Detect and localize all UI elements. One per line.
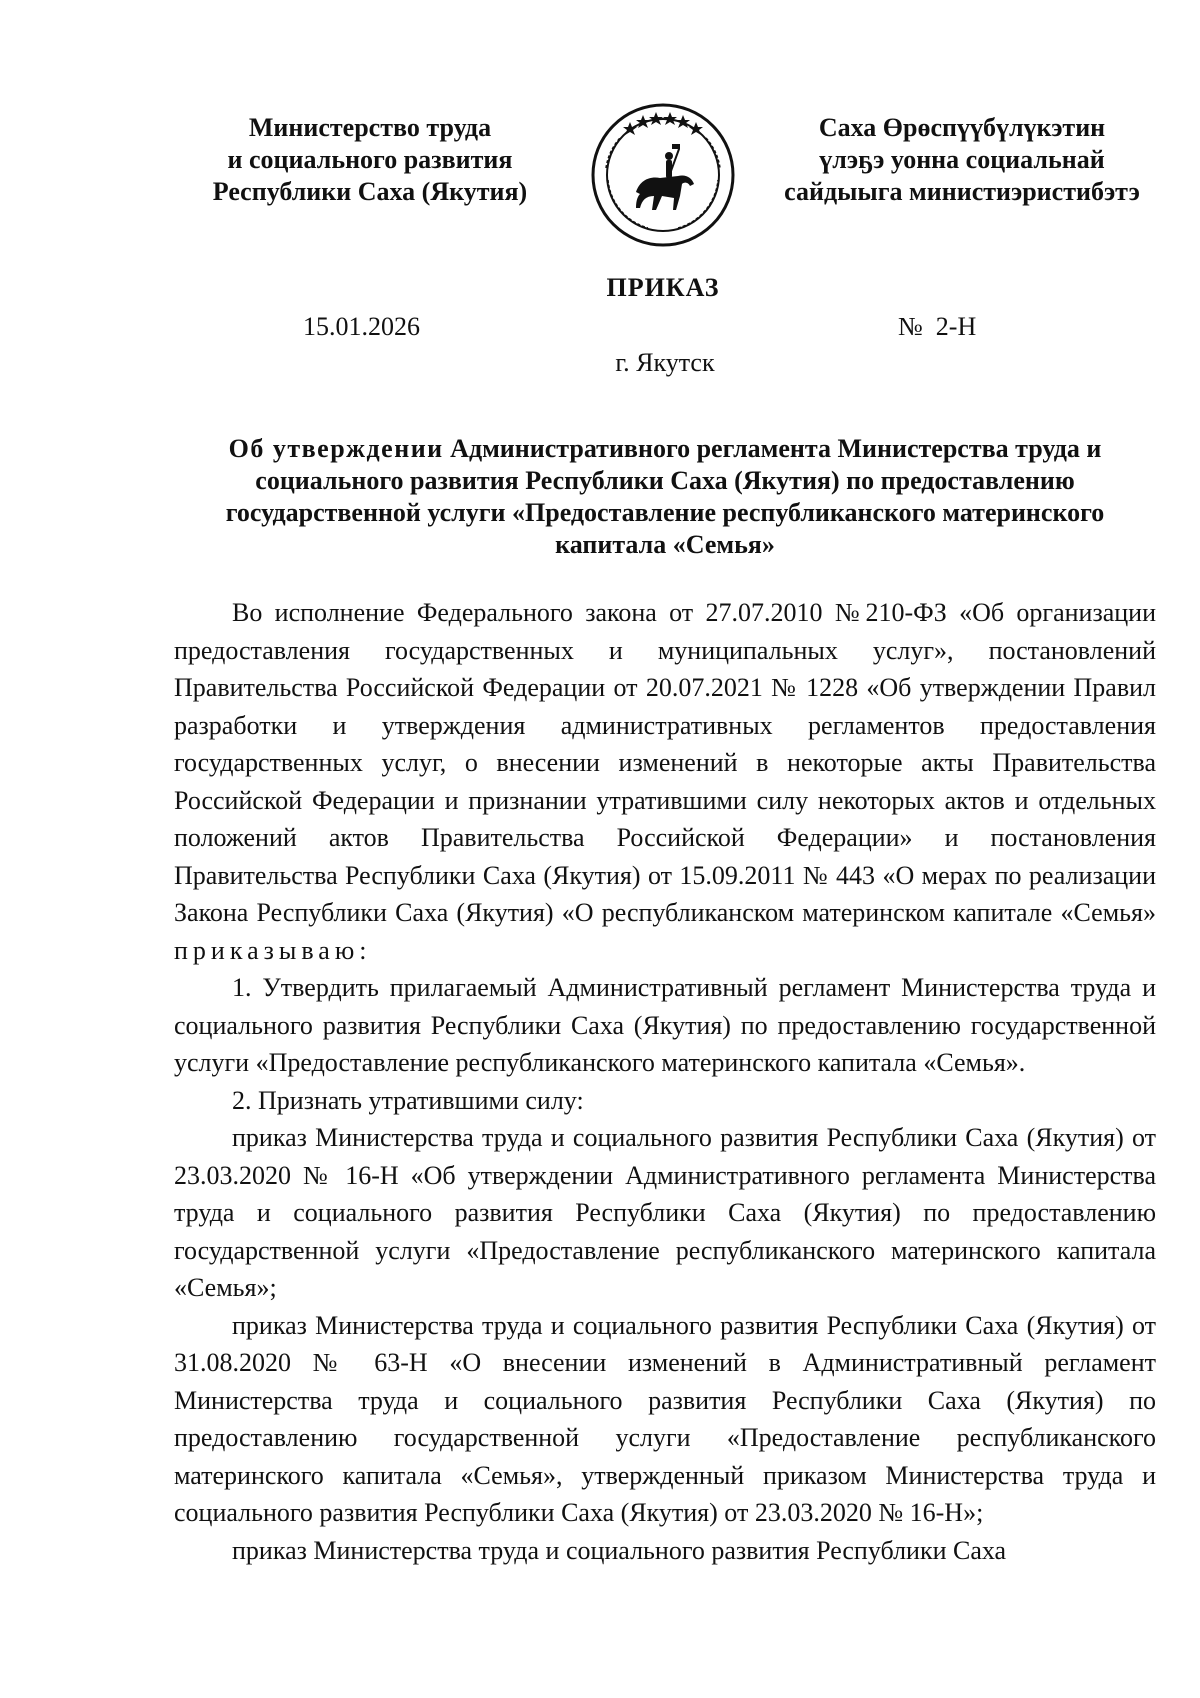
coat-of-arms-sakha-icon <box>588 100 738 250</box>
order-date: 15.01.2026 <box>303 312 420 341</box>
repealed-order-item: приказ Министерства труда и социального развития Республики Саха (Якутия) от 31.08.2020 № 63-Н «О внесении изменений в Административный регламент Министерства труда и социального развития Республики Саха (Якутия) по предоставлению государственной услуги «Предоставление республиканского материнского капитала «Семья», утвержденный приказом Министерства труда и социального развития Республики Саха (Якутия) от 23.03.2020 № 16-Н»; <box>174 1310 1156 1527</box>
order-heading: ПРИКАЗ <box>606 273 720 302</box>
repealed-order-item: приказ Министерства труда и социального развития Республики Саха <box>232 1535 1007 1565</box>
document-title <box>175 433 1155 561</box>
ministry-name-line: Министерство труда <box>248 113 492 142</box>
ministry-name-line: и социального развития <box>227 145 513 174</box>
ministry-name-russian <box>170 112 570 208</box>
order-command: приказываю: <box>174 935 372 965</box>
repealed-order-item: приказ Министерства труда и социального развития Республики Саха (Якутия) от 23.03.2020 № 16-Н «Об утверждении Административного регламента Министерства труда и социального развития Республики Саха (Якутия) по предоставлению государственной услуги «Предоставление республиканского материнского капитала «Семья»; <box>174 1123 1156 1302</box>
order-number: № 2-Н <box>898 312 977 341</box>
ministry-name-yakut <box>762 112 1162 208</box>
clause-1-paragraph: 1. Утвердить прилагаемый Административный регламент Министерства труда и социального развития Республики Саха (Якутия) по предоставлению государственной услуги «Предоставление республиканского материнского капитала «Семья». <box>174 973 1156 1077</box>
ministry-name-line: үлэҕэ уонна социальнай <box>819 145 1105 174</box>
order-city: г. Якутск <box>615 348 715 377</box>
ministry-name-line: сайдыыга министиэристибэтэ <box>784 177 1140 206</box>
document-title-lead: Об утверждении <box>228 434 444 463</box>
ministry-name-line: Саха Өрөспүүбүлүкэтин <box>818 113 1106 142</box>
document-title-rest: Административного регламента Министерства труда и социального развития Республики Саха (Якутия) по предоставлению государственной услуги «Предоставление республиканского материнского капитала «Семья» <box>225 434 1105 559</box>
document-body <box>174 594 1156 1569</box>
clause-2-paragraph: 2. Признать утратившими силу: <box>232 1085 584 1115</box>
ministry-name-line: Республики Саха (Якутия) <box>212 177 528 206</box>
preamble-text: Во исполнение Федерального закона от 27.07.2010 №210-ФЗ «Об организации предоставления государственных и муниципальных услуг», постановлений Правительства Российской Федерации от 20.07.2021 № 1228 «Об утверждении Правил разработки и утверждения административных регламентов предоставления государственных услуг, о внесении изменений в некоторые акты Правительства Российской Федерации и признании утратившими силу некоторых актов и отдельных положений актов Правительства Российской Федерации» и постановления Правительства Республики Саха (Якутия) от 15.09.2011 № 443 «О мерах по реализации Закона Республики Саха (Якутия) «О республиканском материнском капитале «Семья» <box>174 598 1156 927</box>
preamble-paragraph <box>174 594 1156 969</box>
